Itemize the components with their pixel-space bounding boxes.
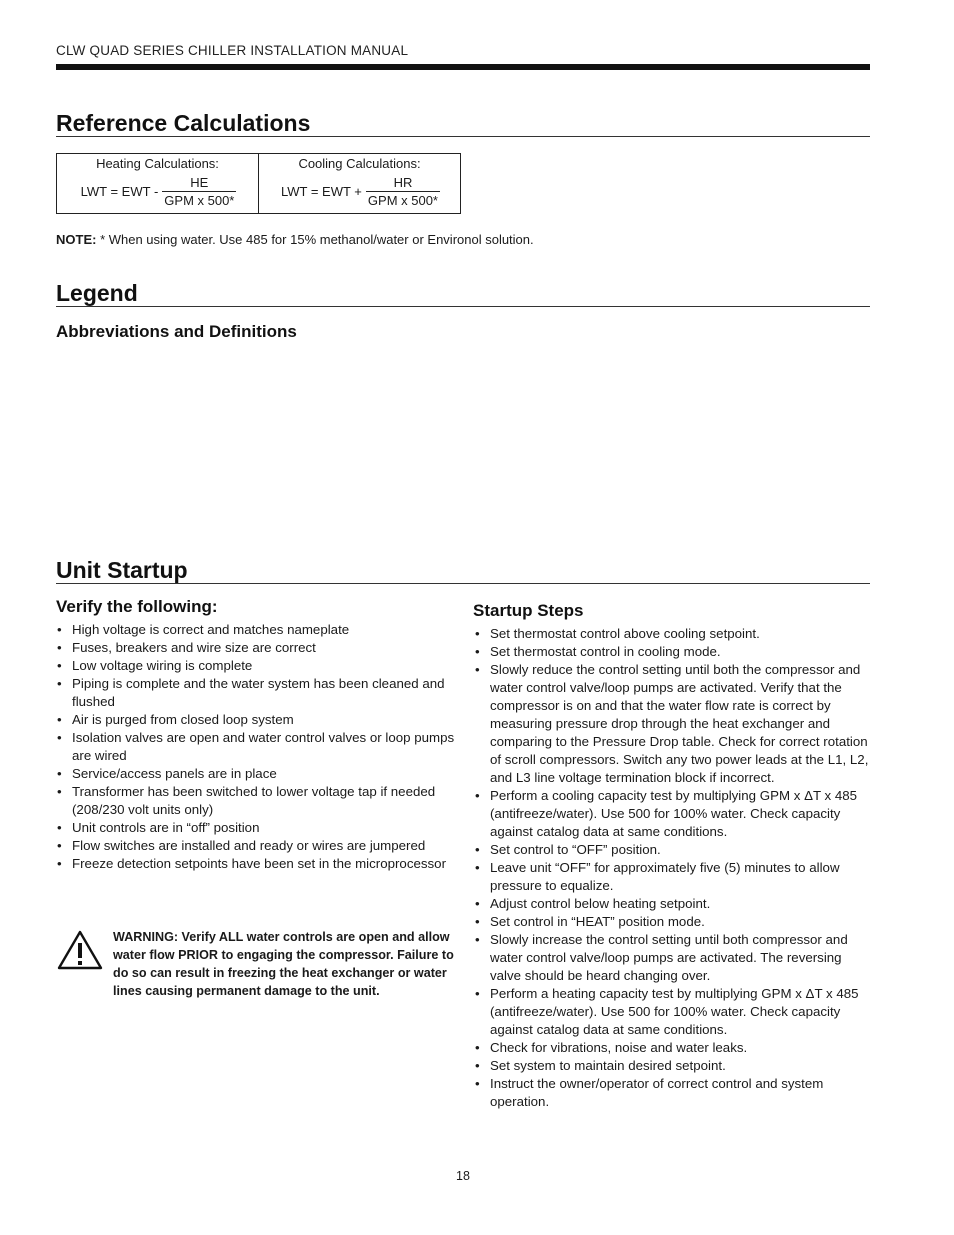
abbreviations-subheading: Abbreviations and Definitions (56, 322, 297, 341)
cooling-fraction (368, 175, 438, 208)
list-item: • Perform a heating capacity test by multiplying GPM x ΔT x 485 (antifreeze/water). Use 500 for 100% water. Check capacity against catalog data at same conditions. (474, 985, 870, 1039)
heating-calculations-cell (57, 154, 259, 214)
list-item: • Flow switches are installed and ready or wires are jumpered (56, 837, 456, 855)
unit-startup-heading: Unit Startup (56, 557, 870, 584)
cooling-calculations-cell (259, 154, 461, 214)
heating-denominator: GPM x 500* (164, 193, 235, 208)
list-item: • Low voltage wiring is complete (56, 657, 456, 675)
list-item: • Unit controls are in “off” position (56, 819, 456, 837)
startup-steps-list (474, 625, 870, 1111)
verify-heading: Verify the following: (56, 597, 218, 616)
list-item: • Set thermostat control above cooling setpoint. (474, 625, 870, 643)
cooling-numerator: HR (366, 175, 440, 192)
list-item: • Freeze detection setpoints have been set in the microprocessor (56, 855, 456, 873)
list-item: • High voltage is correct and matches nameplate (56, 621, 456, 639)
list-item: • Service/access panels are in place (56, 765, 456, 783)
cooling-denominator: GPM x 500* (367, 193, 438, 208)
list-item: • Leave unit “OFF” for approximately five (5) minutes to allow pressure to equalize. (474, 859, 870, 895)
list-item: • Slowly increase the control setting until both compressor and water control valve/loop pumps are activated. The reversing valve should be heard changing over. (474, 931, 870, 985)
list-item: • Perform a cooling capacity test by multiplying GPM x ΔT x 485 (antifreeze/water). Use 500 for 100% water. Check capacity against catalog data at same conditions. (474, 787, 870, 841)
running-header: CLW QUAD SERIES CHILLER INSTALLATION MANUAL (56, 43, 409, 58)
cooling-calculations-title: Cooling Calculations: (298, 156, 421, 171)
list-item: • Fuses, breakers and wire size are correct (56, 639, 456, 657)
list-item: • Piping is complete and the water system has been cleaned and flushed (56, 675, 456, 711)
legend-heading: Legend (56, 280, 870, 307)
list-item: • Set thermostat control in cooling mode. (474, 643, 870, 661)
cooling-formula (259, 175, 460, 208)
list-item: • Isolation valves are open and water control valves or loop pumps are wired (56, 729, 456, 765)
note-label: NOTE: (56, 232, 97, 247)
warning-text: WARNING: Verify ALL water controls are open and allow water flow PRIOR to engaging the compressor. Failure to do so can result in freezing the heat exchanger or water lines causing permanent damage to the unit. (113, 930, 454, 998)
page-number: 18 (456, 1169, 470, 1183)
heating-formula-lhs: LWT = EWT - (80, 184, 159, 199)
heating-numerator: HE (162, 175, 236, 192)
heating-formula (57, 175, 258, 208)
list-item: • Slowly reduce the control setting until both the compressor and water control valve/loop pumps are activated. Verify that the compressor is on and that the water flow rate is correct by measuring pressure drop through the heat exchanger and comparing to the Pressure Drop table. Check for correct rotation of scroll compressors. Switch any two power leads at the L1, L2, and L3 line voltage termination block if incorrect. (474, 661, 870, 787)
list-item: • Set control in “HEAT” position mode. (474, 913, 870, 931)
verify-list (56, 621, 456, 873)
list-item: • Adjust control below heating setpoint. (474, 895, 870, 913)
calculations-table (56, 153, 461, 214)
startup-steps-heading: Startup Steps (473, 601, 584, 620)
note-text: * When using water. Use 485 for 15% methanol/water or Environol solution. (96, 232, 534, 247)
list-item: • Instruct the owner/operator of correct control and system operation. (474, 1075, 870, 1111)
list-item: • Air is purged from closed loop system (56, 711, 456, 729)
list-item: • Transformer has been switched to lower voltage tap if needed (208/230 volt units only) (56, 783, 456, 819)
list-item: • Set control to “OFF” position. (474, 841, 870, 859)
reference-calculations-heading: Reference Calculations (56, 110, 870, 137)
heating-calculations-title: Heating Calculations: (96, 156, 219, 171)
list-item: • Check for vibrations, noise and water leaks. (474, 1039, 870, 1057)
list-item: • Set system to maintain desired setpoint. (474, 1057, 870, 1075)
calculation-note (56, 232, 534, 247)
cooling-formula-lhs: LWT = EWT + (280, 184, 362, 199)
warning-icon (57, 930, 103, 970)
header-rule (56, 64, 870, 70)
heating-fraction (164, 175, 234, 208)
